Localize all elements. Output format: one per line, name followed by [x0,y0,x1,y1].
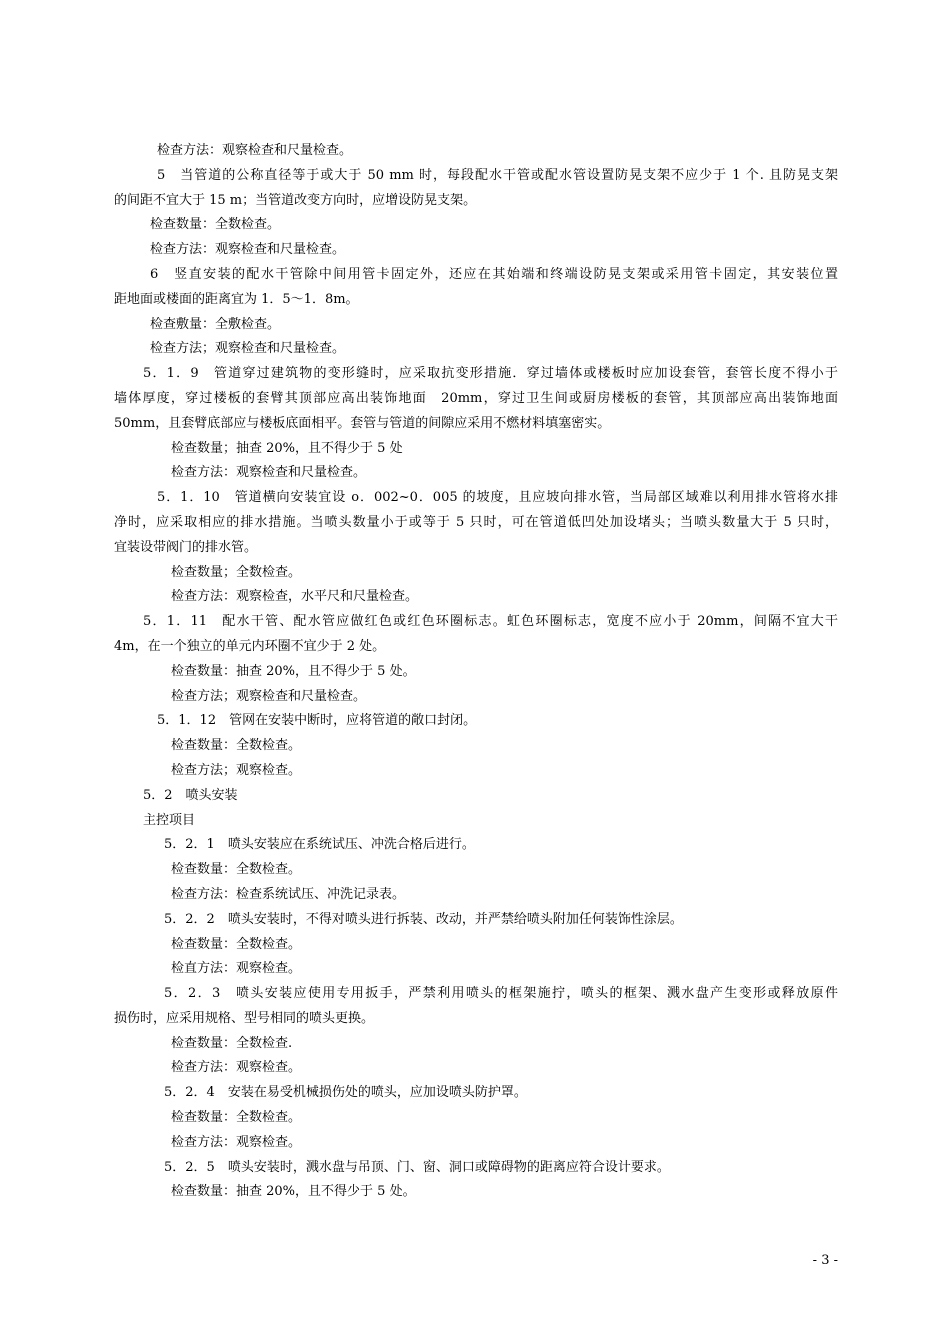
section-heading: 5．2．3 喷头安装应使用专用扳手，严禁利用喷头的框架施拧，喷头的框架、溅水盘产生变形或释放原件 [164,986,838,1002]
section-heading: 5．1．12 管网在安装中断时，应将管道的敞口封闭。 [157,713,477,729]
text-line: 5 当管道的公称直径等于或大于 50 mm 时，每段配水干管或配水管设置防晃支架不应少于 1 个. 且防晃支架 [157,167,838,183]
text-line: 检查方法；观察检查和尺量检查。 [171,688,367,704]
text-line: 检直方法：观察检查。 [171,961,302,977]
text-line: 墙体厚度，穿过楼板的套臂其顶部应高出装饰地面 20mm，穿过卫生间或厨房楼板的套管，其顶部应高出装饰地面 [114,390,838,406]
text-line: 检查方法：检查系统试压、冲洗记录表。 [171,886,406,902]
section-heading: 5．2．1 喷头安装应在系统试压、冲洗合格后进行。 [164,837,475,853]
text-line: 检查方法：观察检查和尺量检查。 [171,465,367,481]
text-line: 6 竖直安装的配水干管除中间用管卡固定外，还应在其始端和终端设防晃支架或采用管卡固定，其安装位置 [150,266,838,282]
document-body [114,139,838,1205]
text-line: 检查方法；观察检查。 [171,762,302,778]
text-line: 检查方法：观察检查。 [171,1134,302,1150]
text-line: 检查数量：全数检查。 [171,862,302,878]
text-line: 检查数量：全数检查。 [150,217,281,233]
section-heading: 5．2 喷头安装 [143,787,238,803]
subsection-heading: 主控项目 [143,812,196,828]
text-line: 检查方法：观察检查和尺量检查。 [157,143,353,158]
section-heading: 5．2．5 喷头安装时，溅水盘与吊顶、门、窗、洞口或障碍物的距离应符合设计要求。 [164,1159,670,1175]
text-line: 宜装设带阀门的排水管。 [114,539,258,555]
text-line: 检查方法：观察检查。 [171,1060,302,1076]
text-line: 50mm，且套臂底部应与楼板底面相平。套管与管道的间隙应采用不燃材料填塞密实。 [114,415,611,431]
text-line: 检查数量；全数检查。 [171,564,302,580]
page-number: - 3 - [812,1253,838,1268]
section-heading: 5．1．9 管道穿过建筑物的变形缝时，应采取抗变形措施．穿过墙体或楼板时应加设套管，套管长度不得小于 [143,366,838,382]
section-heading: 5．1．11 配水干管、配水管应做红色或红色环圈标志。虹色环圈标志，宽度不应小于 20mm，间隔不宜大干 [143,614,838,630]
text-line: 检查数量：全数检查。 [171,738,302,754]
section-heading: 5．1．10 管道横向安装宜设 o．002~0．005 的坡度，且应坡向排水管，当局部区域难以利用排水管将水排 [157,490,838,506]
text-line: 检查数量：抽查 20%，且不得少于 5 处。 [171,663,416,679]
text-line: 的间距不宜大于 15 m；当管道改变方向时，应增设防晃支架。 [114,192,477,208]
text-line: 检查数量：抽查 20%，且不得少于 5 处。 [171,1184,416,1200]
text-line: 4m，在一个独立的单元内环圈不宜少于 2 处。 [114,638,386,654]
text-line: 检查数量：全数检查。 [171,1110,302,1126]
text-line: 检查数量；抽查 20%，且不得少于 5 处 [171,440,403,456]
text-line: 检查敷量：全敷检查。 [150,316,281,332]
section-heading: 5．2．4 安装在易受机械损伤处的喷头，应加设喷头防护罩。 [164,1085,527,1101]
section-heading: 5．2．2 喷头安装时，不得对喷头进行拆装、改动，并严禁给喷头附加任何装饰性涂层。 [164,911,683,927]
text-line: 检查方法：观察检查和尺量检查。 [150,242,346,258]
text-line: 距地面或楼面的距离宜为 1．5～1．8m。 [114,291,359,307]
text-line: 检查数量：全数检查。 [171,936,302,952]
text-line: 检查方法：观察检查，水平尺和尺量检查。 [171,589,419,605]
text-line: 净时，应采取相应的排水措施。当喷头数量小于或等于 5 只时，可在管道低凹处加设堵头；当喷头数量大于 5 只时， [114,514,838,530]
text-line: 检查数量：全数检查. [171,1035,293,1051]
text-line: 检查方法；观察检查和尺量检查。 [150,341,346,357]
text-line: 损伤时，应采用规格、型号相同的喷头更换。 [114,1010,375,1026]
